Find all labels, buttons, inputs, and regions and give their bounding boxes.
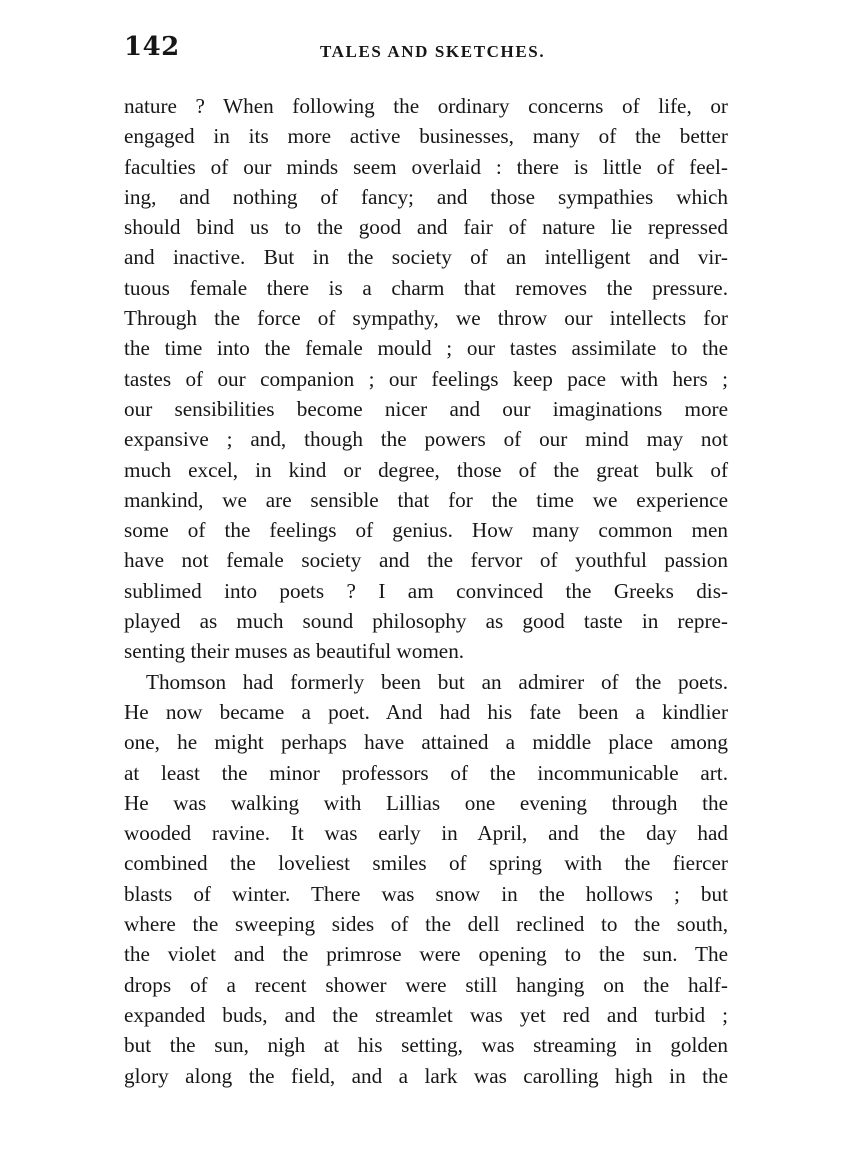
text-line: engaged in its more active businesses, many of the better bbox=[124, 124, 728, 149]
text-line: where the sweeping sides of the dell reclined to the south, bbox=[124, 912, 728, 937]
text-line: Thomson had formerly been but an admirer of the poets. bbox=[146, 669, 728, 694]
text-line: mankind, we are sensible that for the time we experience bbox=[124, 487, 728, 512]
text-line: the time into the female mould ; our tastes assimilate to the bbox=[124, 336, 728, 361]
text-line: glory along the field, and a lark was carolling high in the bbox=[124, 1063, 728, 1088]
text-line: have not female society and the fervor of youthful passion bbox=[124, 548, 728, 573]
body-text bbox=[124, 91, 728, 1091]
text-line: but the sun, nigh at his setting, was streaming in golden bbox=[124, 1033, 728, 1058]
text-line: combined the loveliest smiles of spring with the fiercer bbox=[124, 851, 728, 876]
text-line: tastes of our companion ; our feelings keep pace with hers ; bbox=[124, 366, 728, 391]
text-line: senting their muses as beautiful women. bbox=[124, 639, 465, 664]
text-line: tuous female there is a charm that removes the pressure. bbox=[124, 275, 728, 300]
text-line: should bind us to the good and fair of nature lie repressed bbox=[124, 215, 728, 240]
text-line: ing, and nothing of fancy; and those sympathies which bbox=[124, 184, 728, 209]
text-line: nature ? When following the ordinary concerns of life, or bbox=[124, 94, 728, 118]
text-line: the violet and the primrose were opening to the sun. The bbox=[124, 942, 728, 967]
text-line: our sensibilities become nicer and our imaginations more bbox=[124, 396, 728, 421]
text-line: at least the minor professors of the incommunicable art. bbox=[124, 760, 728, 785]
text-line: He now became a poet. And had his fate been a kindlier bbox=[124, 699, 728, 724]
page-number: 142 bbox=[124, 32, 180, 62]
text-line: sublimed into poets ? I am convinced the Greeks dis- bbox=[124, 578, 728, 603]
text-line: played as much sound philosophy as good taste in repre- bbox=[124, 609, 728, 634]
running-head bbox=[124, 30, 730, 66]
paragraph bbox=[124, 91, 728, 667]
text-line: faculties of our minds seem overlaid : there is little of feel- bbox=[124, 154, 728, 179]
running-title: TALES AND SKETCHES. bbox=[320, 42, 546, 61]
text-line: expanded buds, and the streamlet was yet red and turbid ; bbox=[124, 1002, 728, 1027]
text-line: and inactive. But in the society of an intelligent and vir- bbox=[124, 245, 728, 270]
paragraph bbox=[124, 667, 728, 1091]
text-line: blasts of winter. There was snow in the hollows ; but bbox=[124, 881, 728, 906]
text-line: Through the force of sympathy, we throw our intellects for bbox=[124, 306, 728, 331]
text-line: one, he might perhaps have attained a middle place among bbox=[124, 730, 728, 755]
text-line: much excel, in kind or degree, those of the great bulk of bbox=[124, 457, 728, 482]
text-line: expansive ; and, though the powers of our mind may not bbox=[124, 427, 728, 452]
text-line: drops of a recent shower were still hanging on the half- bbox=[124, 972, 728, 997]
text-line: He was walking with Lillias one evening through the bbox=[124, 790, 728, 815]
text-line: wooded ravine. It was early in April, and the day had bbox=[124, 821, 728, 846]
text-line: some of the feelings of genius. How many common men bbox=[124, 518, 728, 543]
